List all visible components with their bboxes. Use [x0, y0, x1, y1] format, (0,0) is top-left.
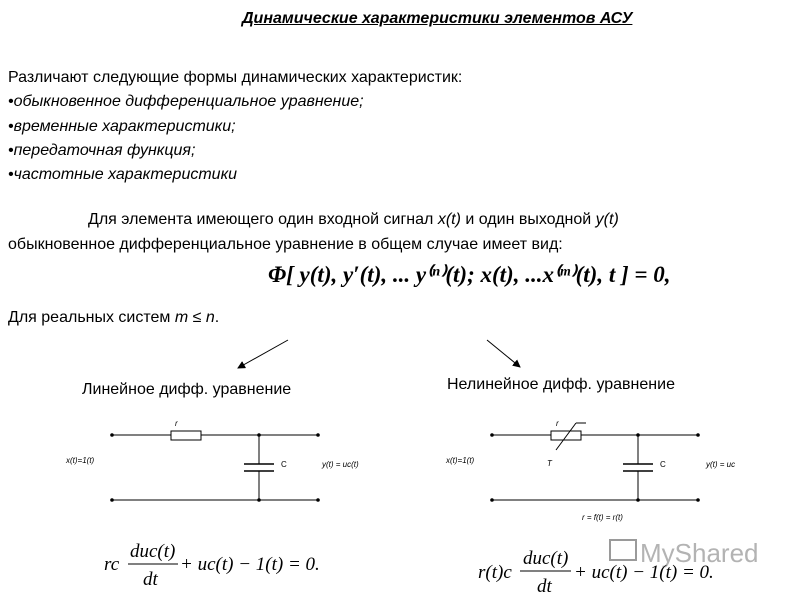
text: Для элемента имеющего один входной сигнал: [88, 211, 438, 228]
text: Для реальных систем: [8, 309, 175, 326]
paragraph-line-2: обыкновенное дифференциальное уравнение в общем случае имеет вид:: [8, 236, 563, 253]
arrow-right-icon: [487, 340, 520, 367]
eq-denominator: dt: [537, 576, 552, 597]
eq-lhs: rc: [104, 554, 120, 575]
capacitor-label: C: [660, 460, 666, 469]
output-label: y(t) = uc: [706, 460, 736, 469]
bullet-item: •временные характеристики;: [8, 118, 236, 135]
linear-circuit: [110, 431, 320, 502]
bullet-item: •частотные характеристики: [8, 166, 238, 183]
resistor-label: r: [556, 419, 559, 428]
nonlinear-heading: Нелинейное дифф. уравнение: [447, 376, 675, 393]
slide-title: Динамические характеристики элементов АСУ: [242, 10, 633, 27]
condition: m ≤ n: [174, 309, 215, 326]
output-label: y(t) = uc(t): [322, 460, 359, 469]
eq-numerator: duc(t): [130, 541, 176, 562]
linear-heading: Линейное дифф. уравнение: [82, 381, 292, 398]
input-signal: x(t): [437, 211, 461, 228]
input-label: x(t)=1(t): [66, 456, 95, 465]
eq-numerator: duc(t): [523, 548, 569, 569]
arrow-left-icon: [238, 340, 288, 368]
eq-lhs: r(t)c: [478, 562, 512, 583]
resistor-icon: [171, 431, 201, 440]
text: .: [214, 309, 220, 326]
input-label: x(t)=1(t): [446, 456, 475, 465]
resistor-label: r: [175, 419, 178, 428]
bullet-item: •передаточная функция;: [8, 142, 196, 159]
linear-equation: [104, 541, 320, 590]
eq-rest: + uc(t) − 1(t) = 0.: [574, 562, 714, 583]
watermark-logo-icon: [610, 540, 636, 560]
nonlinear-circuit: [490, 423, 700, 502]
thermistor-icon: [551, 431, 581, 440]
resistance-relation: r = f(t) = r(t): [582, 513, 623, 522]
bullet-item: •обыкновенное дифференциальное уравнение;: [8, 93, 364, 110]
eq-denominator: dt: [143, 569, 158, 590]
eq-rest: + uc(t) − 1(t) = 0.: [180, 554, 320, 575]
output-signal: y(t): [595, 211, 619, 228]
general-formula: Φ[ y(t), y′(t), ... y⁽ⁿ⁾(t); x(t), ...x⁽ᵐ⁾(t), t ] = 0,: [268, 262, 671, 287]
temperature-label: T: [547, 459, 552, 468]
capacitor-label: C: [281, 460, 287, 469]
intro-text: Различают следующие формы динамических характеристик:: [8, 69, 463, 86]
watermark-text: MyShared: [640, 538, 759, 568]
text: и один выходной: [460, 211, 596, 228]
